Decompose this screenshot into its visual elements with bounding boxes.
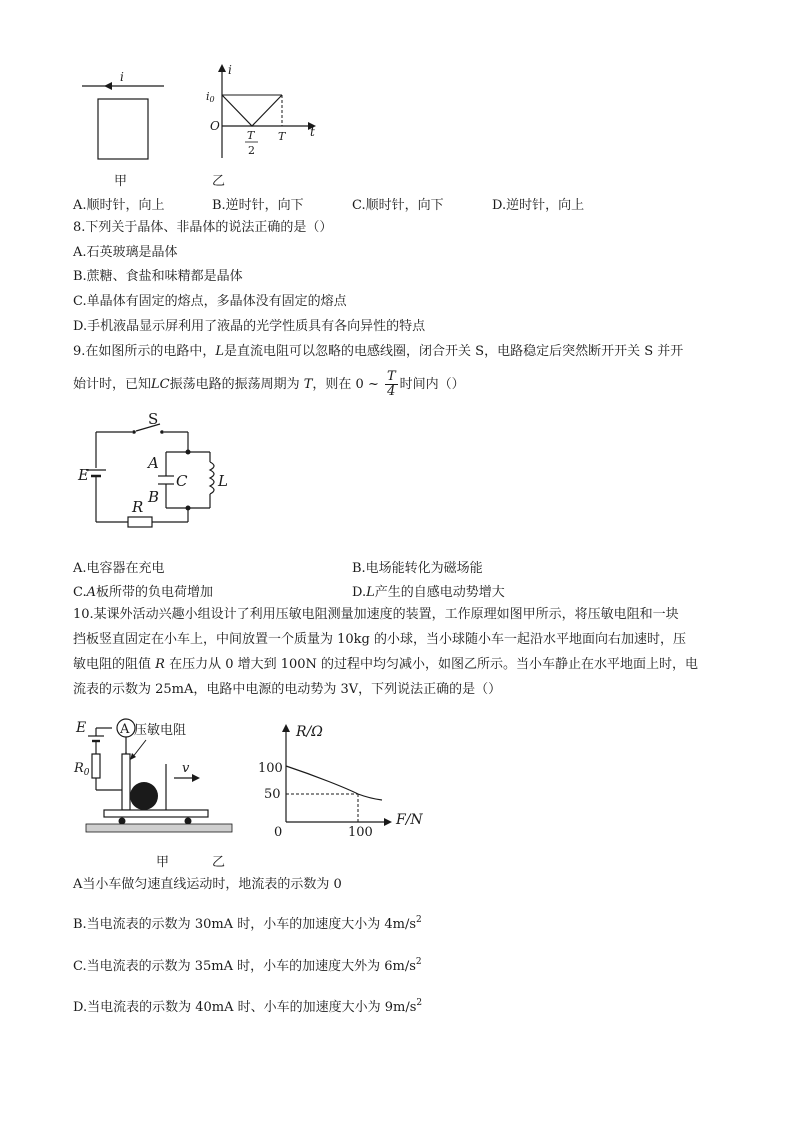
piezo-resistor	[122, 754, 130, 810]
fig10-label-jia: 甲	[156, 855, 170, 870]
q8-option-c[interactable]: C.单晶体有固定的熔点，多晶体没有固定的熔点	[73, 294, 347, 309]
q7-option-d[interactable]: D.逆时针，向上	[492, 198, 585, 213]
f-axis-label: F/N	[396, 812, 423, 828]
current-label: i	[120, 70, 124, 84]
q7-option-a[interactable]: A.顺时针，向上	[73, 198, 165, 213]
fig7-label-jia: 甲	[114, 174, 128, 189]
origin-0: 0	[274, 825, 283, 840]
T-label: T	[278, 130, 286, 143]
r-axis-label: R/Ω	[296, 724, 323, 740]
cart-wheel-right	[185, 818, 192, 825]
origin-label: O	[210, 119, 220, 133]
ammeter-label: A	[120, 722, 130, 737]
q10-option-b[interactable]: B.当电流表的示数为 30mA 时，小车的加速度大小为 $4m/s^2$	[73, 915, 422, 932]
resistor-R0	[92, 754, 100, 778]
i-axis-label: i	[228, 63, 232, 77]
q7-option-b[interactable]: B.逆时针，向下	[212, 198, 304, 213]
i-axis-arrow	[218, 64, 226, 72]
current-arrow-head	[104, 82, 112, 90]
q9-fraction: $\frac{T}{4}$	[386, 369, 396, 399]
i0-label: i0	[206, 90, 215, 104]
q10-option-d[interactable]: D.当电流表的示数为 40mA 时、小车的加速度大小为 $9m/s^2$	[73, 998, 423, 1015]
t-axis-label: t	[310, 125, 315, 139]
resistor-label: R	[132, 498, 144, 516]
source-E-label: E	[76, 720, 87, 736]
resistor-R0-label: $R_0$	[74, 761, 90, 778]
fig7-label-yi: 乙	[212, 174, 226, 189]
q10-stem-line1: 10.某课外活动兴趣小组设计了利用压敏电阻测量加速度的装置，工作原理如图甲所示，将压敏电阻和一块	[73, 607, 679, 622]
q10-graph	[256, 718, 436, 842]
inductor-coil	[210, 462, 214, 494]
piezo-label: 压敏电阻	[134, 723, 187, 738]
q10-stem-line2: 挡板竖直固定在小车上，中间放置一个质量为 10kg 的小球，当小球随小车一起沿水平地面向右加速时，压	[73, 632, 687, 647]
q9-option-b[interactable]: B.电场能转化为磁场能	[352, 561, 483, 576]
x-tick-100: 100	[348, 825, 373, 840]
resistor-R	[128, 517, 152, 527]
cart-wheel-left	[119, 818, 126, 825]
battery-label: E	[78, 466, 89, 484]
velocity-label: v	[182, 761, 190, 776]
y-tick-50: 50	[264, 787, 281, 802]
q7-figure-jia	[78, 70, 168, 170]
q8-stem: 8.下列关于晶体、非晶体的说法正确的是（）	[73, 220, 333, 235]
q8-option-d[interactable]: D.手机液晶显示屏利用了液晶的光学性质具有各向异性的特点	[73, 319, 426, 334]
coil-rectangle	[98, 99, 148, 159]
ground	[86, 824, 232, 832]
q9-stem-line1: 9.在如图所示的电路中，L是直流电阻可以忽略的电感线圈，闭合开关 S，电路稳定后突然断开开关 S 并开	[73, 344, 684, 359]
cart-body	[104, 810, 208, 817]
plate-B-label: B	[148, 488, 160, 506]
q10-stem-line4: 流表的示数为 25mA，电路中电源的电动势为 3V，下列说法正确的是（）	[73, 682, 502, 697]
ball	[130, 782, 158, 810]
plate-A-label: A	[148, 454, 159, 472]
q10-option-a[interactable]: A当小车做匀速直线运动时，地流表的示数为 0	[73, 877, 342, 892]
i-t-curve	[222, 95, 282, 126]
q10-stem-line3: 敏电阻的阻值 R 在压力从 0 增大到 100N 的过程中均匀减小，如图乙所示。当小车静止在水平地面上时，电	[73, 657, 699, 672]
r-f-curve	[286, 766, 382, 800]
q8-option-a[interactable]: A.石英玻璃是晶体	[73, 245, 178, 260]
switch-contact-right	[160, 430, 164, 434]
q7-figure-yi	[206, 62, 326, 162]
switch-label: S	[148, 410, 159, 428]
y-tick-100: 100	[258, 761, 283, 776]
q9-option-a[interactable]: A.电容器在充电	[73, 561, 165, 576]
q8-option-b[interactable]: B.蔗糖、食盐和味精都是晶体	[73, 269, 243, 284]
half-T-num: T	[247, 129, 255, 142]
inductor-label: L	[218, 472, 228, 490]
q9-option-c[interactable]: C.A板所带的负电荷增加	[73, 585, 214, 600]
q7-option-c[interactable]: C.顺时针，向下	[352, 198, 444, 213]
q9-option-d[interactable]: D.L产生的自感电动势增大	[352, 585, 505, 600]
q10-apparatus	[74, 714, 234, 838]
capacitor-label: C	[176, 472, 188, 490]
half-T-den: 2	[248, 144, 255, 157]
q10-option-c[interactable]: C.当电流表的示数为 35mA 时，小车的加速度大外为 $6m/s^2$	[73, 957, 422, 974]
q9-circuit	[76, 412, 236, 542]
switch-contact-left	[132, 430, 136, 434]
fig10-label-yi: 乙	[212, 855, 226, 870]
q9-stem-line2: 始计时，已知LC振荡电路的振荡周期为 T，则在 0 ~ $\frac{T}{4}$ 时间内（）	[73, 369, 465, 399]
